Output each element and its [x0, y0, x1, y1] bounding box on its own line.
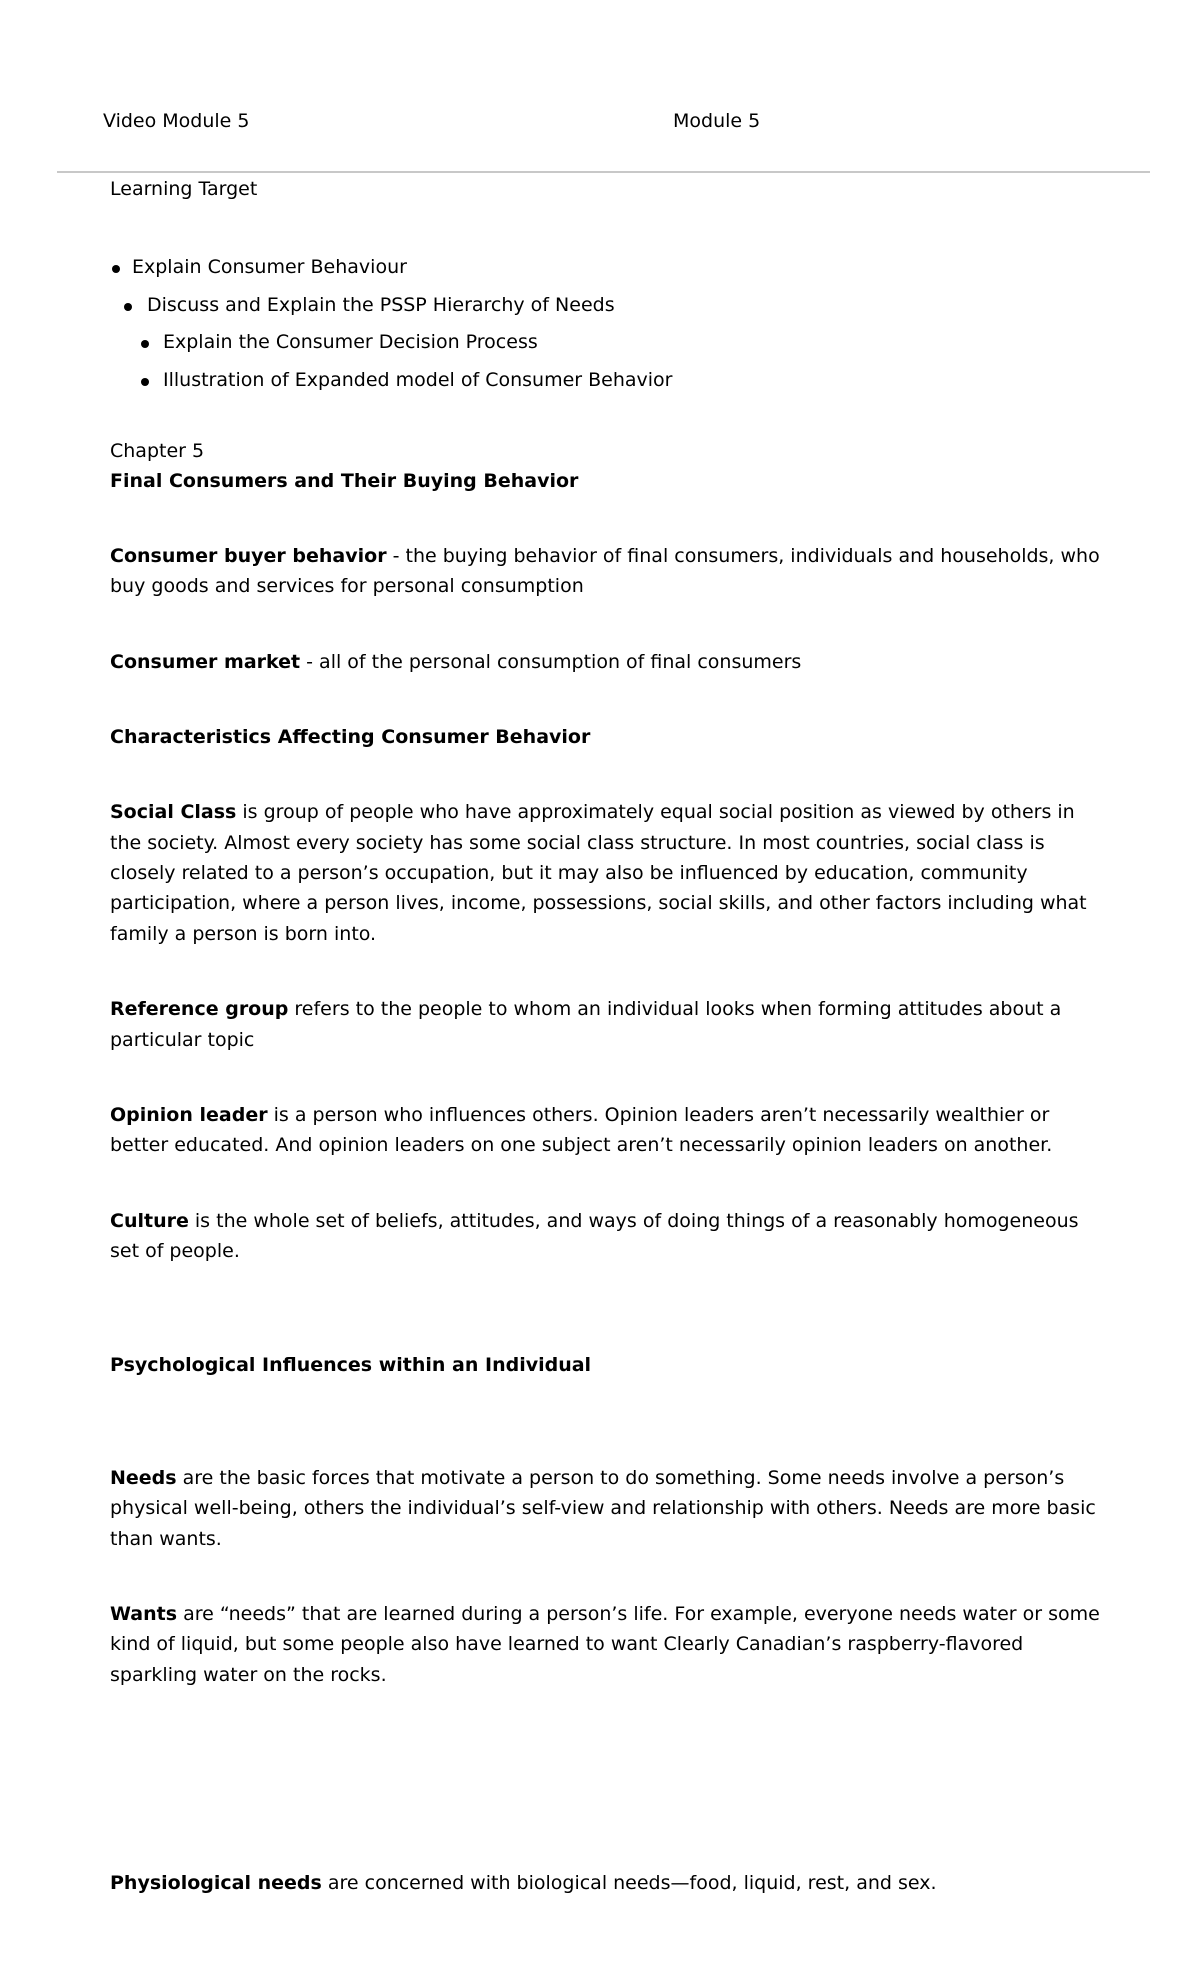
section-heading-characteristics: Characteristics Affecting Consumer Behavior	[110, 726, 591, 749]
term: Consumer market	[110, 650, 301, 673]
bullet-icon	[141, 378, 149, 386]
term: Wants	[110, 1602, 178, 1625]
definition-text: are the basic forces that motivate a person to do something. Some needs involve a person’s physical well-being, others the individual’s self-view and relationship with others. Needs are more basic than wants.	[110, 1466, 1096, 1550]
definition-needs	[110, 1463, 1100, 1554]
list-item	[110, 362, 1100, 400]
definition-consumer-buyer-behavior	[110, 541, 1100, 602]
definition-text: are concerned with biological needs—food, liquid, rest, and sex.	[321, 1872, 937, 1895]
header-module-label: Video Module 5	[103, 110, 250, 132]
definition-physiological-needs	[110, 1868, 1100, 1898]
definition-social-class	[110, 797, 1100, 949]
definition-reference-group	[110, 994, 1100, 1055]
term: Needs	[110, 1466, 177, 1489]
definition-wants	[110, 1599, 1100, 1690]
list-item-text: Explain Consumer Behaviour	[132, 256, 407, 278]
definition-text: - the buying behavior of final consumers, individuals and households, who buy goods and services for personal consumption	[110, 545, 1100, 598]
term: Social Class	[110, 801, 237, 824]
list-item	[110, 324, 1100, 362]
list-item-text: Illustration of Expanded model of Consumer Behavior	[163, 368, 673, 391]
definition-text: is a person who influences others. Opinion leaders aren’t necessarily wealthier or better educated. And opinion leaders on one subject aren’t necessarily opinion leaders on another.	[110, 1104, 1053, 1157]
chapter-title: Final Consumers and Their Buying Behavior	[110, 470, 579, 492]
document-body	[110, 174, 1100, 1899]
bullet-icon	[141, 340, 149, 348]
definition-text: - all of the personal consumption of final consumers	[300, 650, 802, 673]
definition-consumer-market	[110, 647, 1100, 677]
definition-text: are “needs” that are learned during a person’s life. For example, everyone needs water or some kind of liquid, but some people also have learned to want Clearly Canadian’s raspberry-flavored sparkling water on the rocks.	[110, 1602, 1100, 1686]
list-item	[110, 249, 1100, 287]
list-item	[110, 287, 1100, 325]
header-module-truncated: Module 5	[673, 110, 761, 132]
term: Consumer buyer behavior	[110, 545, 387, 567]
definition-text: refers to the people to whom an individual looks when forming attitudes about a particular topic	[110, 998, 1062, 1051]
page-header	[0, 0, 1200, 172]
bullet-icon	[112, 265, 120, 273]
definition-text: is group of people who have approximately equal social position as viewed by others in the society. Almost every society has some social class structure. In most countries, social class is closely related to a person’s occupation, but it may also be influenced by education, community participation, where a person lives, income, possessions, social skills, and other factors including what family a person is born into.	[110, 801, 1087, 945]
bullet-icon	[124, 303, 132, 311]
chapter-label: Chapter 5	[110, 440, 205, 462]
definition-culture	[110, 1206, 1100, 1267]
section-heading-psychological: Psychological Influences within an Individual	[110, 1353, 592, 1376]
list-item-text: Explain the Consumer Decision Process	[163, 331, 538, 353]
learning-target-title: Learning Target	[110, 178, 258, 200]
learning-target-list	[110, 249, 1100, 399]
definition-text: is the whole set of beliefs, attitudes, and ways of doing things of a reasonably homogeneous set of people.	[110, 1209, 1079, 1263]
term: Reference group	[110, 998, 289, 1021]
header-divider	[57, 171, 1150, 173]
definition-opinion-leader	[110, 1100, 1100, 1161]
term: Culture	[110, 1209, 189, 1232]
list-item-text: Discuss and Explain the PSSP Hierarchy of Needs	[147, 293, 615, 316]
term: Physiological needs	[110, 1872, 322, 1895]
term: Opinion leader	[110, 1104, 268, 1127]
